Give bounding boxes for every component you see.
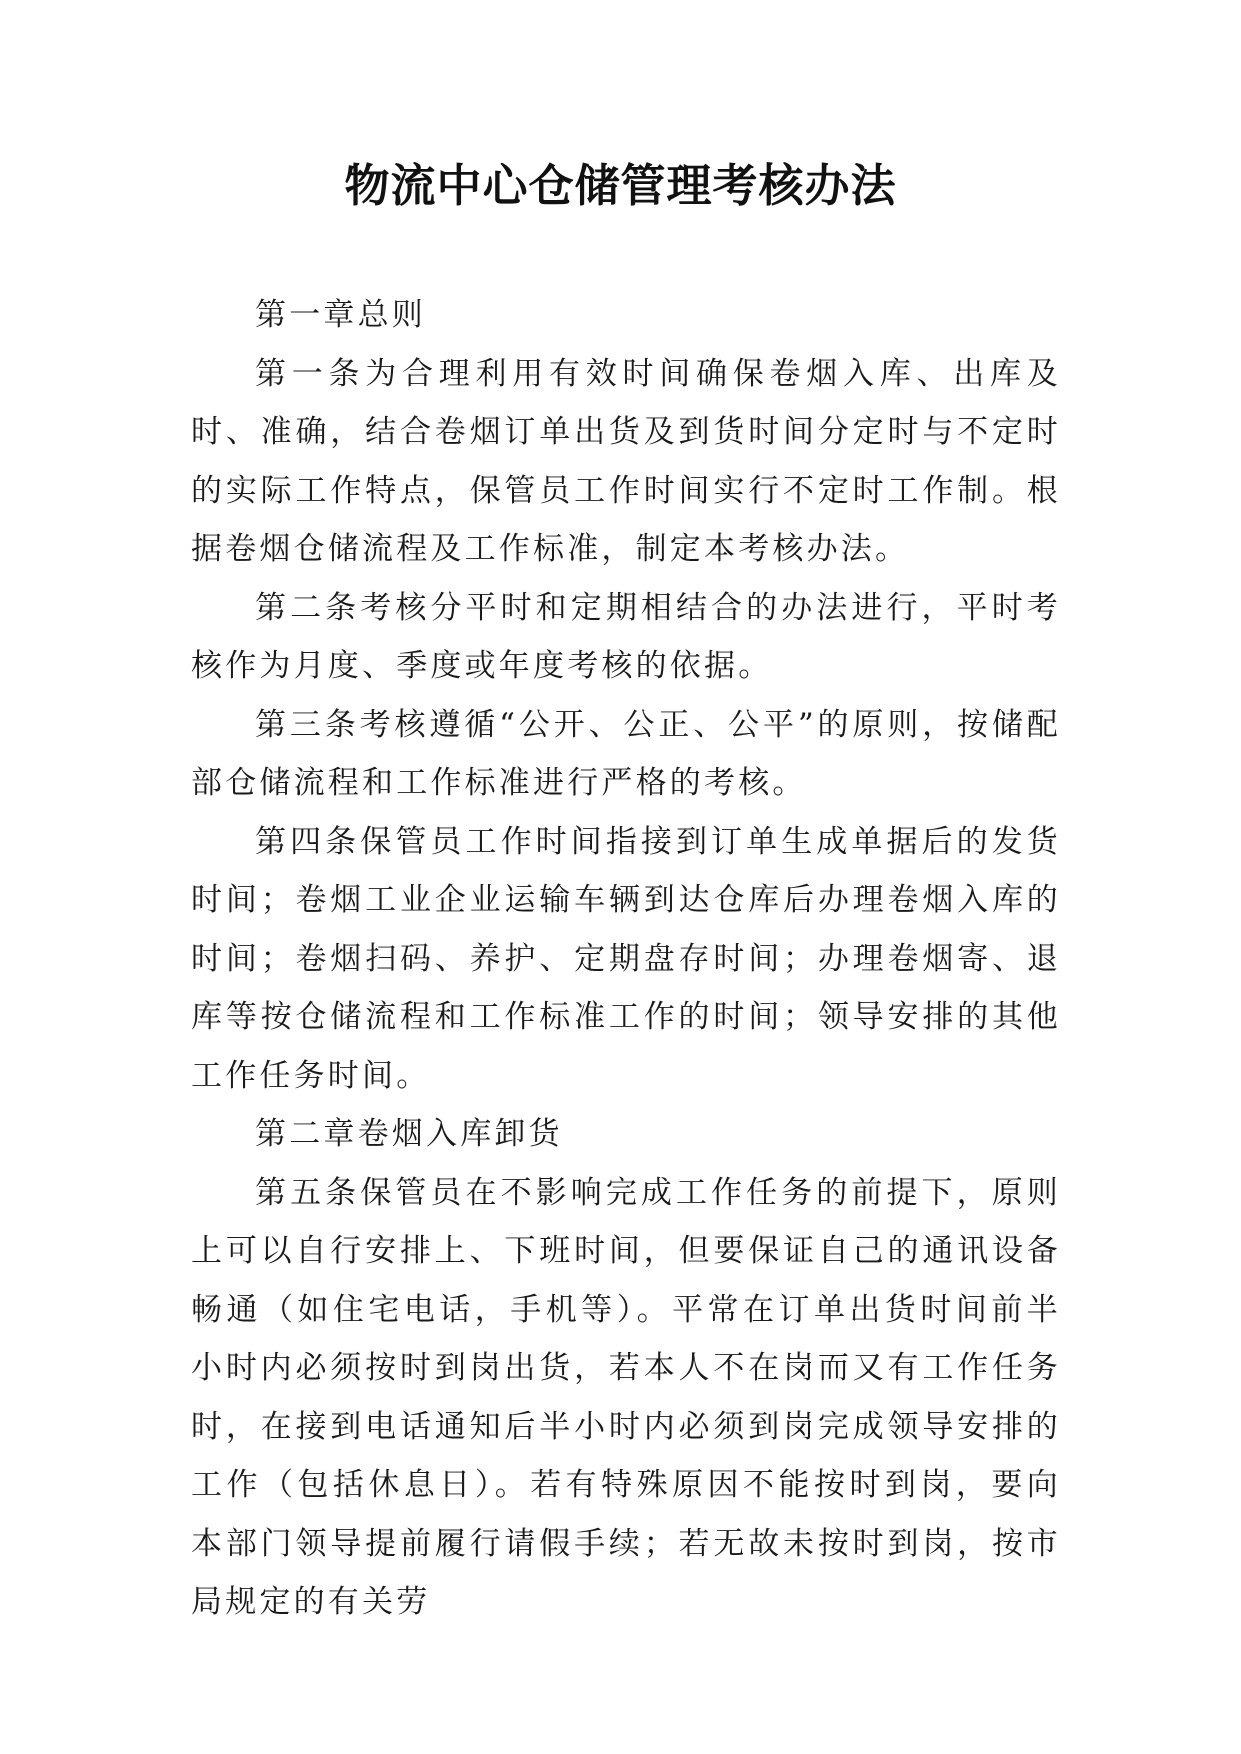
article-5: 第五条保管员在不影响完成工作任务的前提下，原则上可以自行安排上、下班时间，但要保证自己的通讯设备畅通（如住宅电话，手机等）。平常在订单出货时间前半小时内必须按时到岗出货，若本人不在岗而又有工作任务时，在接到电话通知后半小时内必须到岗完成领导安排的工作（包括休息日）。若有特殊原因不能按时到岗，要向本部门领导提前履行请假手续；若无故未按时到岗，按市局规定的有关劳 [191, 1174, 1061, 1620]
article-2: 第二条考核分平时和定期相结合的办法进行，平时考核作为月度、季度或年度考核的依据。 [191, 589, 1061, 684]
chapter-heading-general: 第一章总则 [255, 297, 426, 333]
article-1: 第一条为合理利用有效时间确保卷烟入库、出库及时、准确，结合卷烟订单出货及到货时间分定时与不定时的实际工作特点，保管员工作时间实行不定时工作制。根据卷烟仓储流程及工作标准，制定本考核办法。 [191, 355, 1061, 567]
article-4: 第四条保管员工作时间指接到订单生成单据后的发货时间；卷烟工业企业运输车辆到达仓库后办理卷烟入库的时间；卷烟扫码、养护、定期盘存时间；办理卷烟寄、退库等按仓储流程和工作标准工作的时间；领导安排的其他工作任务时间。 [191, 823, 1061, 1094]
document-body [191, 286, 1061, 1632]
document-title: 物流中心仓储管理考核办法 [344, 159, 897, 212]
chapter-heading-inbound: 第二章卷烟入库卸货 [255, 1116, 563, 1152]
article-3: 第三条考核遵循“公开、公正、公平”的原则，按储配部仓储流程和工作标准进行严格的考核。 [191, 706, 1061, 801]
